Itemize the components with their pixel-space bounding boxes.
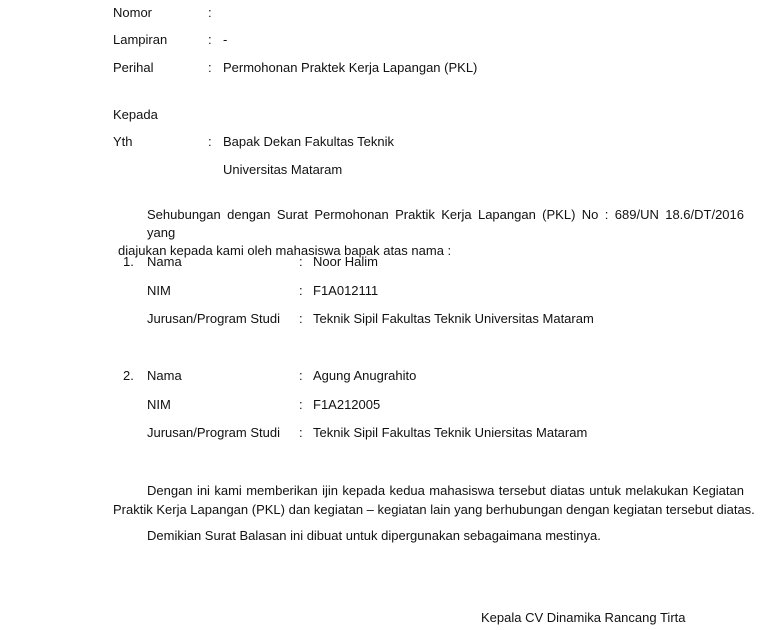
permission-line-1: Dengan ini kami memberikan ijin kepada kedua mahasiswa tersebut diatas untuk melakukan Kegiatan	[147, 483, 744, 498]
student-2-nim: F1A212005	[313, 397, 381, 412]
signature-title: Kepala CV Dinamika Rancang Tirta	[481, 610, 686, 625]
permission-line-2: Praktik Kerja Lapangan (PKL) dan kegiatan – kegiatan lain yang berhubungan dengan kegiatan tersebut diatas.	[113, 502, 755, 517]
nomor-label: Nomor	[113, 5, 153, 20]
nomor-colon: :	[208, 5, 212, 20]
lampiran-value: -	[223, 32, 228, 47]
student-1-nim-label: NIM	[147, 283, 171, 298]
student-1-nim: F1A012111	[313, 283, 379, 298]
student-2-number: 2.	[123, 368, 134, 383]
student-1-jurusan-colon: :	[299, 311, 303, 326]
lampiran-label: Lampiran	[113, 32, 168, 47]
student-1-nama-label: Nama	[147, 254, 182, 269]
student-1-nama: Noor Halim	[313, 254, 379, 269]
student-2-jurusan-label: Jurusan/Program Studi	[147, 425, 280, 440]
student-2-jurusan-colon: :	[299, 425, 303, 440]
student-2-nim-label: NIM	[147, 397, 171, 412]
recipient-line-1: Bapak Dekan Fakultas Teknik	[223, 134, 395, 149]
student-1-jurusan-label: Jurusan/Program Studi	[147, 311, 280, 326]
closing-sentence: Demikian Surat Balasan ini dibuat untuk dipergunakan sebagaimana mestinya.	[147, 528, 601, 543]
recipient-line-2: Universitas Mataram	[223, 162, 343, 177]
student-2-nama-colon: :	[299, 368, 303, 383]
yth-colon: :	[208, 134, 212, 149]
permission-paragraph	[113, 481, 755, 519]
kepada-label: Kepada	[113, 107, 158, 122]
student-1-nim-colon: :	[299, 283, 303, 298]
perihal-label: Perihal	[113, 60, 154, 75]
intro-paragraph	[113, 206, 744, 260]
perihal-colon: :	[208, 60, 212, 75]
student-2-jurusan: Teknik Sipil Fakultas Teknik Uniersitas Mataram	[313, 425, 588, 440]
lampiran-colon: :	[208, 32, 212, 47]
perihal-value: Permohonan Praktek Kerja Lapangan (PKL)	[223, 60, 478, 75]
student-1-jurusan: Teknik Sipil Fakultas Teknik Universitas Mataram	[313, 311, 594, 326]
student-2-nama: Agung Anugrahito	[313, 368, 417, 383]
intro-line-1: Sehubungan dengan Surat Permohonan Praktik Kerja Lapangan (PKL) No : 689/UN 18.6/DT/2016 yang	[147, 207, 744, 240]
student-2-nim-colon: :	[299, 397, 303, 412]
student-1-number: 1.	[123, 254, 134, 269]
student-2-nama-label: Nama	[147, 368, 182, 383]
intro-line-2: diajukan kepada kami oleh mahasiswa bapak atas nama :	[118, 243, 452, 258]
yth-label: Yth	[113, 134, 133, 149]
student-1-nama-colon: :	[299, 254, 303, 269]
